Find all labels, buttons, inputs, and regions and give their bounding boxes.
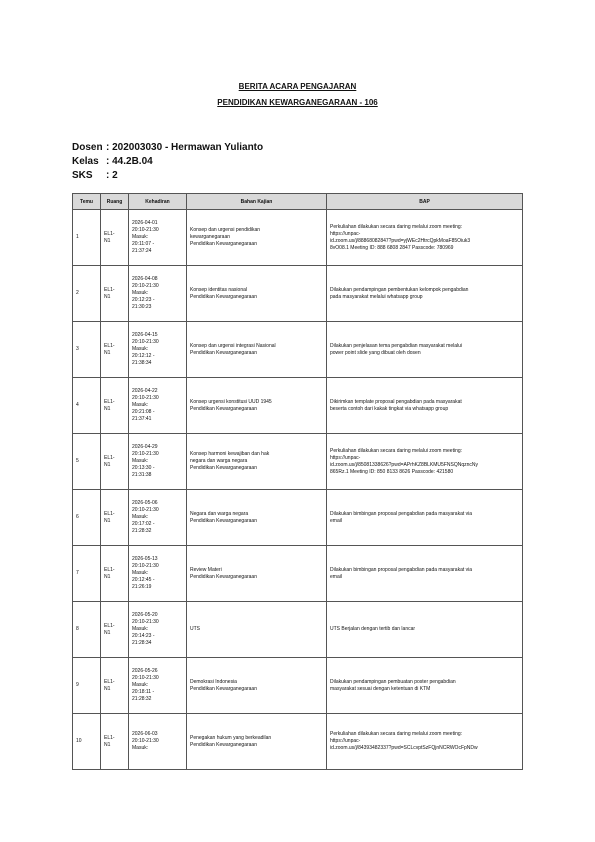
cell-ruang: EL1- N1 [101, 210, 129, 266]
sks-value: : 2 [106, 170, 118, 181]
cell-bap: Dilakukan penjelasan tema pengabdian masyarakat melalui power point slide yang dibuat oleh dosen [327, 322, 523, 378]
cell-temu: 9 [73, 658, 101, 714]
cell-kehadiran: 2026-05-13 20:10-21:30 Masuk: 20:12:45 - 21:26:19 [129, 546, 187, 602]
table-row [73, 210, 523, 266]
table-row [73, 378, 523, 434]
cell-bap: Perkuliahan dilakukan secara daring melalui zoom meeting: https://unpac- id.zoom.us/j/88868082847?pwd=yjWEc2HtrcQpkMoaF85Oiuk3 8vO08.1 Meeting ID: 888 6808 2847 Passcode: 780969 [327, 210, 523, 266]
sks-label: SKS [72, 170, 93, 181]
cell-temu: 1 [73, 210, 101, 266]
table-row [73, 490, 523, 546]
cell-bap: Dilakukan pendampingan pembuatan poster pengabdian masyarakat sesuai dengan ketentuan di KTM [327, 658, 523, 714]
kelas-label: Kelas [72, 156, 99, 167]
cell-kehadiran: 2026-06-03 20:10-21:30 Masuk: [129, 714, 187, 770]
header-kehadiran: Kehadiran [129, 194, 187, 210]
header-ruang: Ruang [101, 194, 129, 210]
cell-kehadiran: 2026-05-06 20:10-21:30 Masuk: 20:17:02 - 21:28:32 [129, 490, 187, 546]
cell-bap: Dilakukan bimbingan proposal pengabdian pada masyarakat via email [327, 546, 523, 602]
cell-ruang: EL1- N1 [101, 434, 129, 490]
cell-bahan-kajian: Review Materi Pendidikan Kewarganegaraan [187, 546, 327, 602]
cell-temu: 2 [73, 266, 101, 322]
cell-ruang: EL1- N1 [101, 490, 129, 546]
document-title: BERITA ACARA PENGAJARAN [238, 82, 357, 91]
course-title: PENDIDIKAN KEWARGANEGARAAN - 106 [217, 98, 378, 107]
cell-bahan-kajian: Konsep dan urgensi integrasi Nasional Pendidikan Kewarganegaraan [187, 322, 327, 378]
header-bahan-kajian: Bahan Kajian [187, 194, 327, 210]
cell-ruang: EL1- N1 [101, 322, 129, 378]
cell-temu: 5 [73, 434, 101, 490]
cell-temu: 7 [73, 546, 101, 602]
cell-ruang: EL1- N1 [101, 658, 129, 714]
table-row [73, 546, 523, 602]
cell-temu: 4 [73, 378, 101, 434]
header-temu: Temu [73, 194, 101, 210]
cell-bahan-kajian: Konsep identitas nasional Pendidikan Kewarganegaraan [187, 266, 327, 322]
cell-kehadiran: 2026-04-22 20:10-21:30 Masuk: 20:21:08 - 21:37:41 [129, 378, 187, 434]
cell-ruang: EL1- N1 [101, 546, 129, 602]
cell-kehadiran: 2026-04-08 20:10-21:30 Masuk: 20:12:23 - 21:30:23 [129, 266, 187, 322]
info-block [72, 141, 263, 183]
cell-bahan-kajian: Demokrasi Indonesia Pendidikan Kewarganegaraan [187, 658, 327, 714]
cell-ruang: EL1- N1 [101, 378, 129, 434]
cell-ruang: EL1- N1 [101, 266, 129, 322]
table-row [73, 322, 523, 378]
header-bap: BAP [327, 194, 523, 210]
table-header-row [73, 194, 523, 210]
cell-temu: 3 [73, 322, 101, 378]
cell-kehadiran: 2026-05-20 20:10-21:30 Masuk: 20:14:23 - 21:28:34 [129, 602, 187, 658]
cell-temu: 8 [73, 602, 101, 658]
cell-bahan-kajian: Konsep urgensi konstitusi UUD 1945 Pendidikan Kewarganegaraan [187, 378, 327, 434]
table-row [73, 434, 523, 490]
cell-bap: Perkuliahan dilakukan secara daring melalui zoom meeting: https://unpac- id.zoom.us/j/84393482337?pwd=SCLcvptSzFQjnNCRWOcFpNDw [327, 714, 523, 770]
cell-ruang: EL1- N1 [101, 602, 129, 658]
cell-bahan-kajian: Penegakan hukum yang berkeadilan Pendidikan Kewarganegaraan [187, 714, 327, 770]
cell-bap: Dilakukan bimbingan proposal pengabdian pada masyarakat via email [327, 490, 523, 546]
cell-kehadiran: 2026-04-29 20:10-21:30 Masuk: 20:13:30 - 21:31:38 [129, 434, 187, 490]
dosen-label: Dosen [72, 142, 103, 153]
cell-bap: Dikirimkan template proposal pengabdian pada masyarakat beserta contoh dari kakak tingkat via whatsapp group [327, 378, 523, 434]
cell-bahan-kajian: Konsep harmoni kewajiban dan hak negara dan warga negara Pendidikan Kewarganegaraan [187, 434, 327, 490]
attendance-table [72, 193, 523, 770]
kelas-value: : 44.2B.04 [106, 156, 153, 167]
cell-bahan-kajian: Negara dan warga negara Pendidikan Kewarganegaraan [187, 490, 327, 546]
dosen-value: : 202003030 - Hermawan Yulianto [106, 142, 264, 153]
table-row [73, 602, 523, 658]
cell-bahan-kajian: Konsep dan urgensi pendidikan kewarganegaraan Pendidikan Kewarganegaraan [187, 210, 327, 266]
table-row [73, 658, 523, 714]
cell-bap: Perkuliahan dilakukan secara daring melalui zoom meeting: https://unpac- id.zoom.us/j/85081338626?pwd=APrhKZ8BLKMU5FNSQNqzncNy 865Rz.1 Meeting ID: 850 8133 8626 Passcode: 421580 [327, 434, 523, 490]
cell-bap: UTS Berjalan dengan tertib dan lancar [327, 602, 523, 658]
cell-bap: Dilakukan pendampingan pembentukan kelompok pengabdian pada masyarakat melalui whatsapp group [327, 266, 523, 322]
cell-bahan-kajian: UTS [187, 602, 327, 658]
table-row [73, 266, 523, 322]
cell-temu: 6 [73, 490, 101, 546]
cell-kehadiran: 2026-04-15 20:10-21:30 Masuk: 20:12:12 - 21:38:34 [129, 322, 187, 378]
table-row [73, 714, 523, 770]
cell-kehadiran: 2026-04-01 20:10-21:30 Masuk: 20:11:07 - 21:37:24 [129, 210, 187, 266]
cell-ruang: EL1- N1 [101, 714, 129, 770]
cell-kehadiran: 2026-05-26 20:10-21:30 Masuk: 20:18:11 - 21:28:32 [129, 658, 187, 714]
cell-temu: 10 [73, 714, 101, 770]
